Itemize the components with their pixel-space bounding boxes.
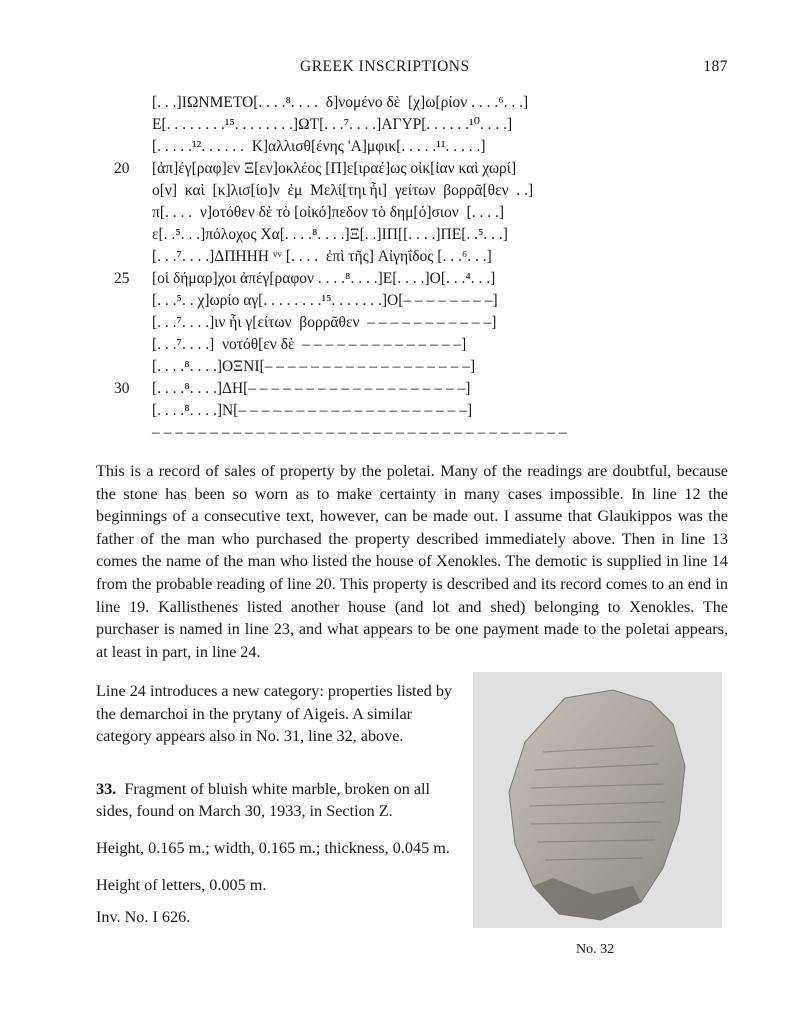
- inscription-line: [96, 400, 736, 422]
- inscription-line: [96, 114, 736, 136]
- left-column: [96, 680, 462, 929]
- line-text: [οἱ δήμαρ]χοι ἀπέγ[ραφον . . . .⁸. . . .]Ε[. . . .]Ο[. . .⁴. . .]: [152, 270, 496, 287]
- line-text: [. . .⁷. . . .]ΔΠΗΗΗ ᵛᵛ [. . . . ἐπὶ τῆς] Αἰγηΐδος [. . .⁶. . .]: [152, 248, 492, 265]
- inscription-line: [96, 312, 736, 334]
- inscription-text: [96, 92, 736, 444]
- entry-description-text: Fragment of bluish white marble, broken on all sides, found on March 30, 1933, in Section Z.: [96, 779, 431, 821]
- inscription-line: [96, 92, 736, 114]
- line-text: [. . .⁵. . χ]ωρίο αγ[. . . . . . . .¹⁵. . . . . . .]Ο[– – – – – – – –]: [152, 292, 498, 309]
- inscription-line: [96, 136, 736, 158]
- inscription-line: [96, 422, 736, 444]
- inscription-line: [96, 356, 736, 378]
- line-text: [. . .⁷. . . .] νοτόθ[εν δὲ – – – – – – – – – – – – – –]: [152, 336, 467, 353]
- entry-description: [96, 778, 462, 823]
- line-text: [. . . .⁸. . . .]Ν[– – – – – – – – – – – – – – – – – – – –]: [152, 402, 473, 419]
- running-title: GREEK INSCRIPTIONS: [300, 58, 470, 75]
- inscription-line: [96, 246, 736, 268]
- figure-caption: No. 32: [576, 942, 615, 957]
- inscription-line: [96, 334, 736, 356]
- inscription-line: [96, 268, 736, 290]
- inscription-line: [96, 158, 736, 180]
- line-number: 30: [114, 380, 130, 397]
- line-text: π[. . . . ν]οτόθεν δὲ τὸ [οἰκό]πεδον τὸ δημ[ό]σιον [. . . .]: [152, 204, 504, 221]
- inscription-line: [96, 378, 736, 400]
- line-text: – – – – – – – – – – – – – – – – – – – – – – – – – – – – – – – – – – – –: [152, 424, 567, 441]
- line-text: ο[ν] καὶ [κ]λισ[ίο]ν ἐμ Μελί[τηι ἧι] γείτων βορρᾶ[θεν . .]: [152, 182, 534, 199]
- inscription-line: [96, 290, 736, 312]
- entry-letter-height: Height of letters, 0.005 m.: [96, 875, 267, 894]
- commentary: [96, 460, 728, 663]
- line-text: ε[. .⁵. . .]πόλοχος Χα[. . . .⁸. . . .]Ξ[. .]ΙΠ[[. . . .]ΠΕ[. .⁵. . .]: [152, 226, 508, 243]
- running-header: [96, 58, 728, 80]
- entry-dimensions: Height, 0.165 m.; width, 0.165 m.; thickness, 0.045 m.: [96, 838, 450, 857]
- fragment-photo: [473, 672, 722, 928]
- commentary-paragraph-2: Line 24 introduces a new category: properties listed by the demarchoi in the prytany of Aigeis. A similar category appears also in No. 31, line 32, above.: [96, 682, 453, 746]
- entry-inventory: Inv. No. I 626.: [96, 908, 191, 927]
- inscription-line: [96, 180, 736, 202]
- line-text: [ἀπ]έγ[ραφ]εν Ξ[εν]οκλέος [Π]ε[ιραέ]ως οἰκ[ίαν καὶ χωρί]: [152, 160, 517, 177]
- line-text: [. . .]ΙΩΝΜΕΤΟ[. . . .⁸. . . . δ]νομένο δὲ [χ]ω[ρίον . . . .⁶. . .]: [152, 94, 529, 111]
- line-text: [. . .⁷. . . .]ιν ἧι γ[είτων βορρᾶθεν – – – – – – – – – – –]: [152, 314, 497, 331]
- line-number: 25: [114, 270, 130, 287]
- line-text: [. . . .⁸. . . .]ΟΞΝΙ[– – – – – – – – – – – – – – – – – –]: [152, 358, 476, 375]
- line-text: [. . . . .¹². . . . . . Κ]αλλισθ[ένης 'Α]μφικ[. . . . .¹¹. . . . .]: [152, 138, 486, 155]
- inscription-line: [96, 224, 736, 246]
- marble-fragment-image: [473, 672, 722, 928]
- page-number: 187: [703, 58, 728, 75]
- entry-number: 33.: [96, 779, 117, 798]
- inscription-line: [96, 202, 736, 224]
- line-text: Ε[. . . . . . . .¹⁵. . . . . . . .]ΩΤ[. . .⁷. . . .]ΑΓΥΡ[. . . . . .¹⁰. . . .]: [152, 116, 513, 133]
- commentary-paragraph: This is a record of sales of property by the poletai. Many of the readings are doubtful, because the stone has been so worn as to make certainty in many cases impossible. In line 12 the beginnings of a consecutive text, however, can be made out. I assume that Glaukippos was the father of the man who purchased the property described immediately above. Then in line 13 comes the name of the man who listed the house of Xenokles. The demotic is supplied in line 14 from the probable reading of line 20. This property is described and its record comes to an end in line 19. Kallisthenes listed another house (and lot and shed) belonging to Xenokles. The purchaser is named in line 23, and what appears to be one payment made to the poletai appears, at least in part, in line 24.: [96, 462, 728, 661]
- line-number: 20: [114, 160, 130, 177]
- line-text: [. . . .⁸. . . .]ΔΗ[– – – – – – – – – – – – – – – – – – –]: [152, 380, 471, 397]
